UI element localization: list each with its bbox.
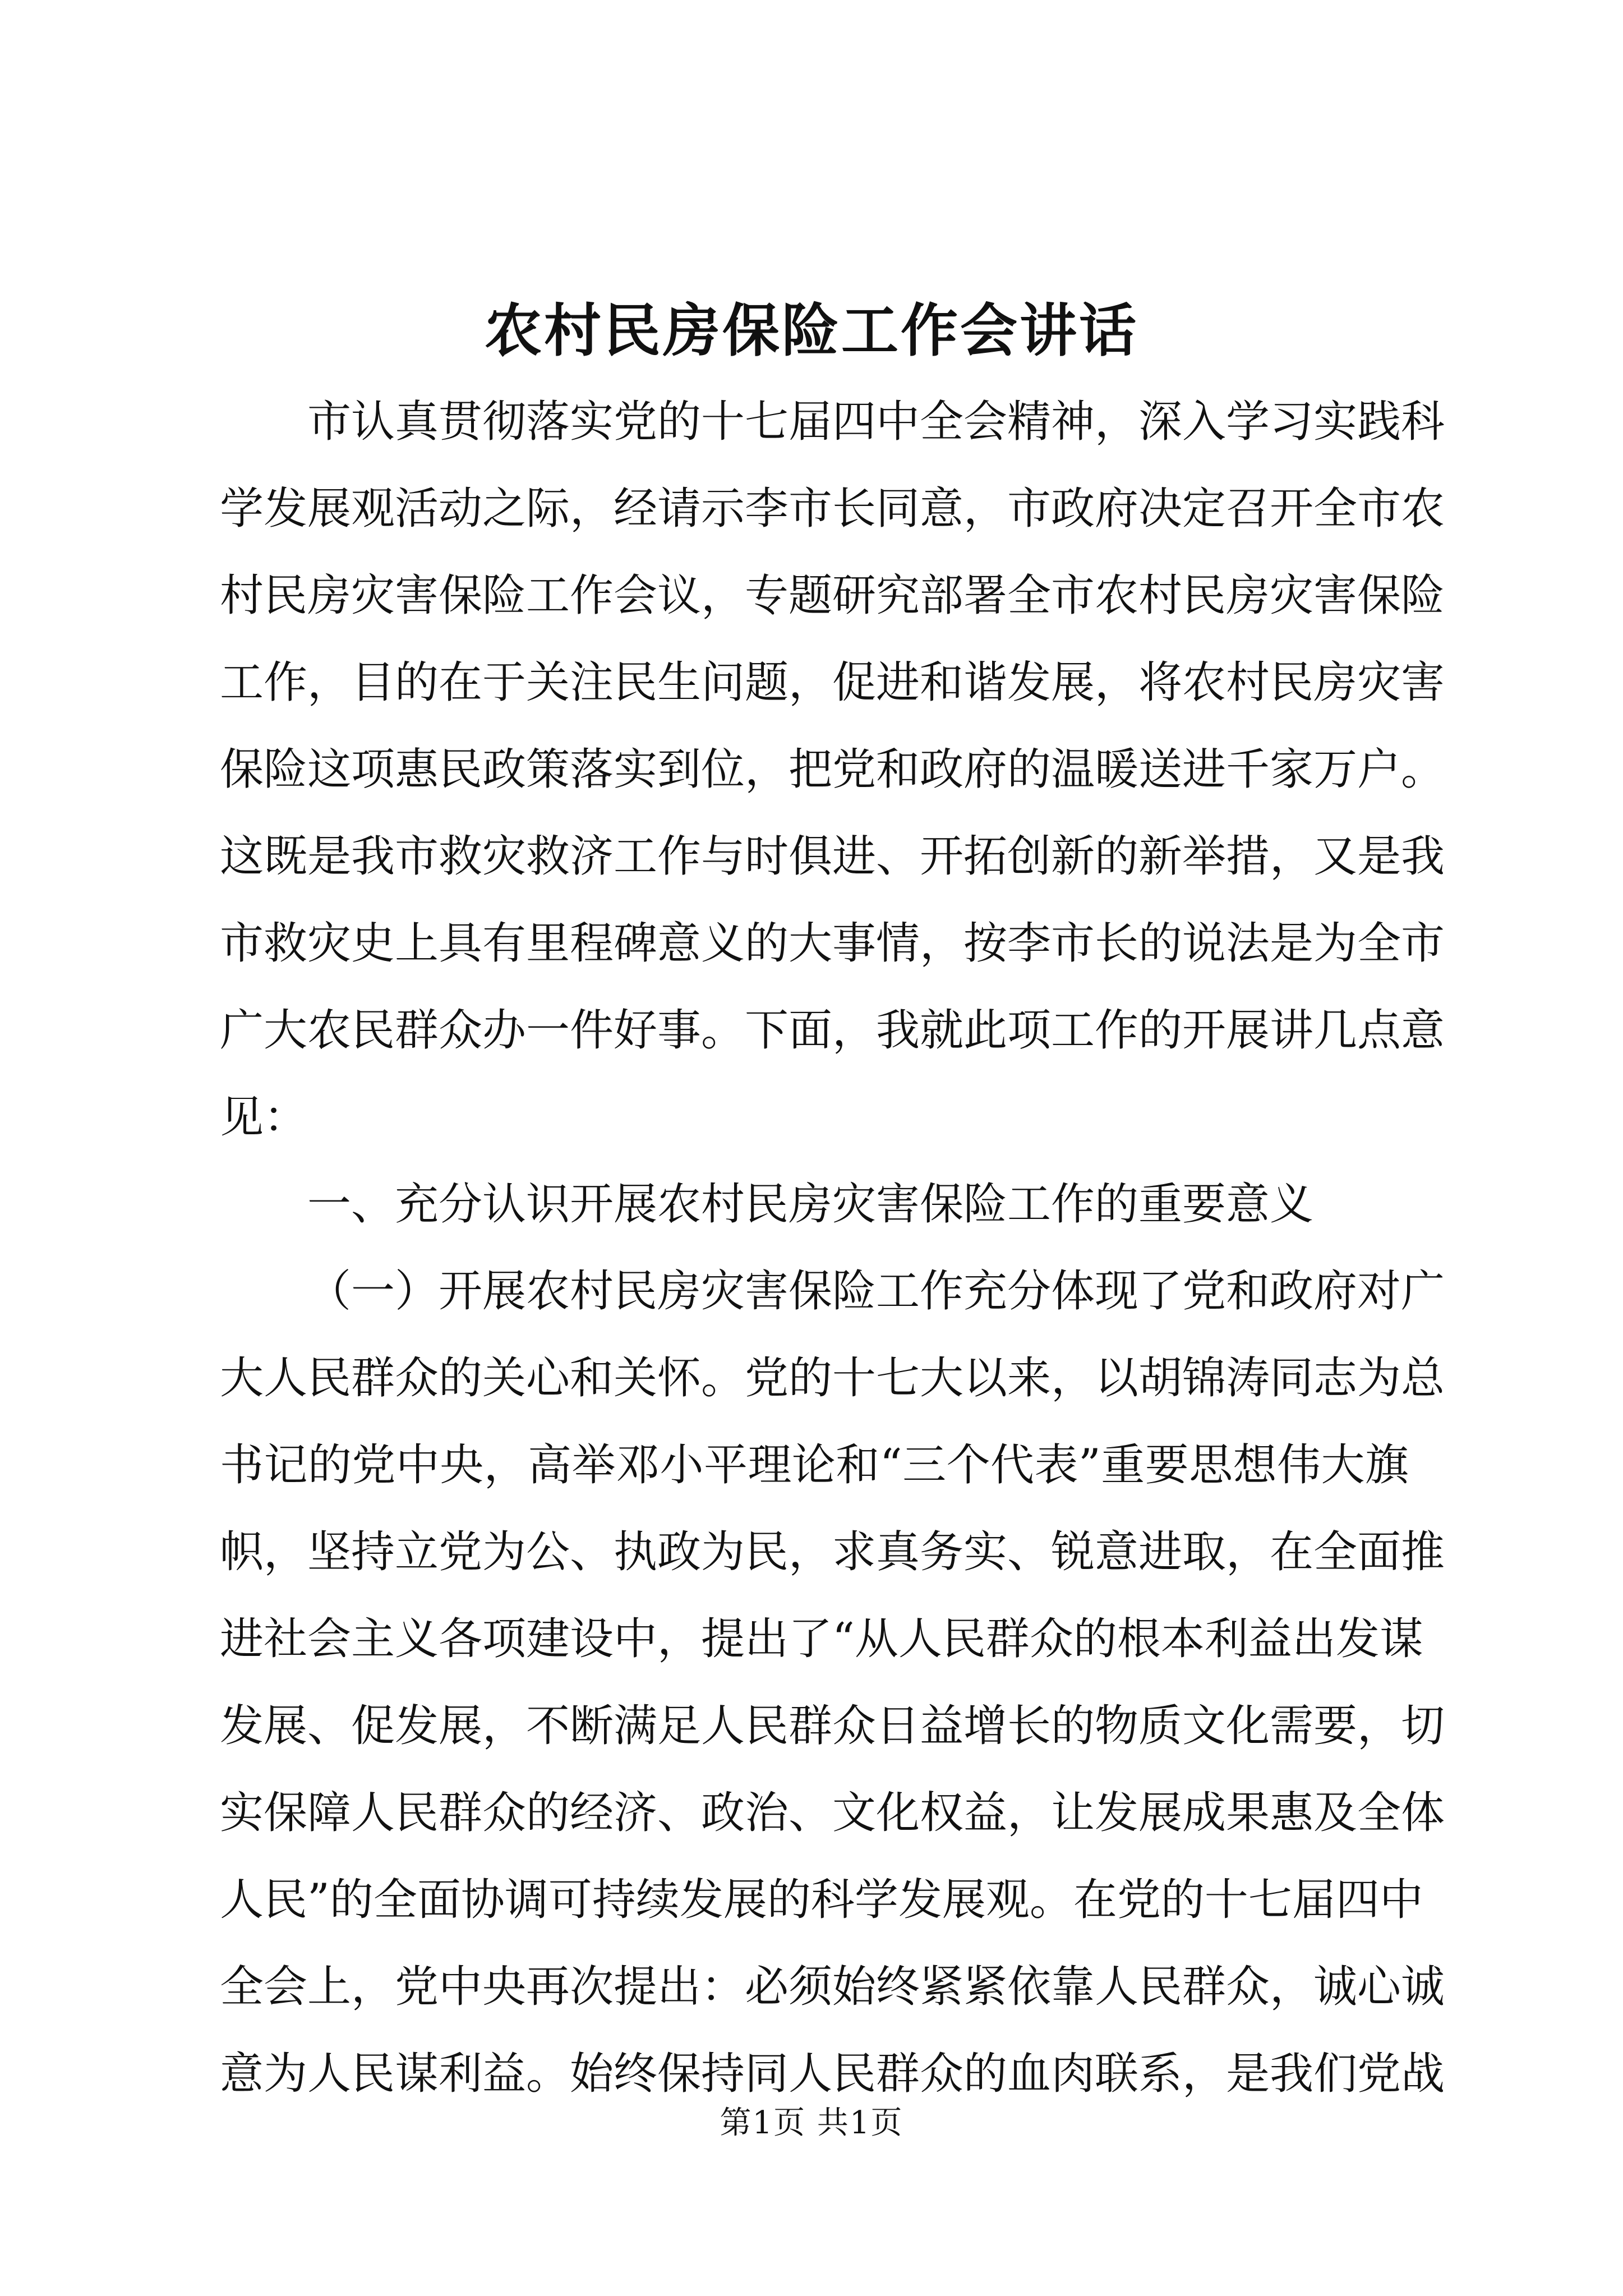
document-body	[220, 379, 1445, 2118]
paragraph-line: 市救灾史上具有里程碑意义的大事情，按李市长的说法是为全市	[220, 918, 1445, 969]
page-footer: 第1页 共1页	[720, 2105, 903, 2141]
paragraph-line: 保险这项惠民政策落实到位，把党和政府的温暖送进千家万户。	[220, 744, 1445, 795]
paragraph-line: 发展、促发展，不断满足人民群众日益增长的物质文化需要，切	[220, 1701, 1445, 1751]
paragraph-line: 书记的党中央，高举邓小平理论和“三个代表”重要思想伟大旗	[220, 1440, 1409, 1490]
section-heading: 一、充分认识开展农村民房灾害保险工作的重要意义	[307, 1179, 1314, 1230]
paragraph-line: 市认真贯彻落实党的十七届四中全会精神，深入学习实践科	[307, 397, 1445, 447]
paragraph-line: 帜，坚持立党为公、执政为民，求真务实、锐意进取，在全面推	[220, 1527, 1445, 1577]
paragraph-line: 这既是我市救灾救济工作与时俱进、开拓创新的新举措，又是我	[220, 831, 1445, 882]
paragraph-line: （一）开展农村民房灾害保险工作充分体现了党和政府对广	[307, 1266, 1445, 1317]
paragraph-line: 实保障人民群众的经济、政治、文化权益，让发展成果惠及全体	[220, 1788, 1445, 1838]
paragraph-line: 见：	[220, 1092, 308, 1143]
paragraph-line: 广大农民群众办一件好事。下面，我就此项工作的开展讲几点意	[220, 1005, 1445, 1056]
paragraph-line: 学发展观活动之际，经请示李市长同意，市政府决定召开全市农	[220, 484, 1445, 534]
paragraph-line: 全会上，党中央再次提出：必须始终紧紧依靠人民群众，诚心诚	[220, 1962, 1445, 2012]
paragraph-line: 工作，目的在于关注民生问题，促进和谐发展，将农村民房灾害	[220, 657, 1445, 708]
paragraph-line: 大人民群众的关心和关怀。党的十七大以来，以胡锦涛同志为总	[220, 1353, 1445, 1404]
paragraph-line: 进社会主义各项建设中，提出了“从人民群众的根本利益出发谋	[220, 1614, 1423, 1664]
paragraph-line: 意为人民谋利益。始终保持同人民群众的血肉联系，是我们党战	[220, 2049, 1445, 2099]
page-title: 农村民房保险工作会讲话	[485, 297, 1138, 365]
paragraph-line: 村民房灾害保险工作会议，专题研究部署全市农村民房灾害保险	[220, 570, 1445, 621]
paragraph-line: 人民”的全面协调可持续发展的科学发展观。在党的十七届四中	[220, 1875, 1423, 1925]
